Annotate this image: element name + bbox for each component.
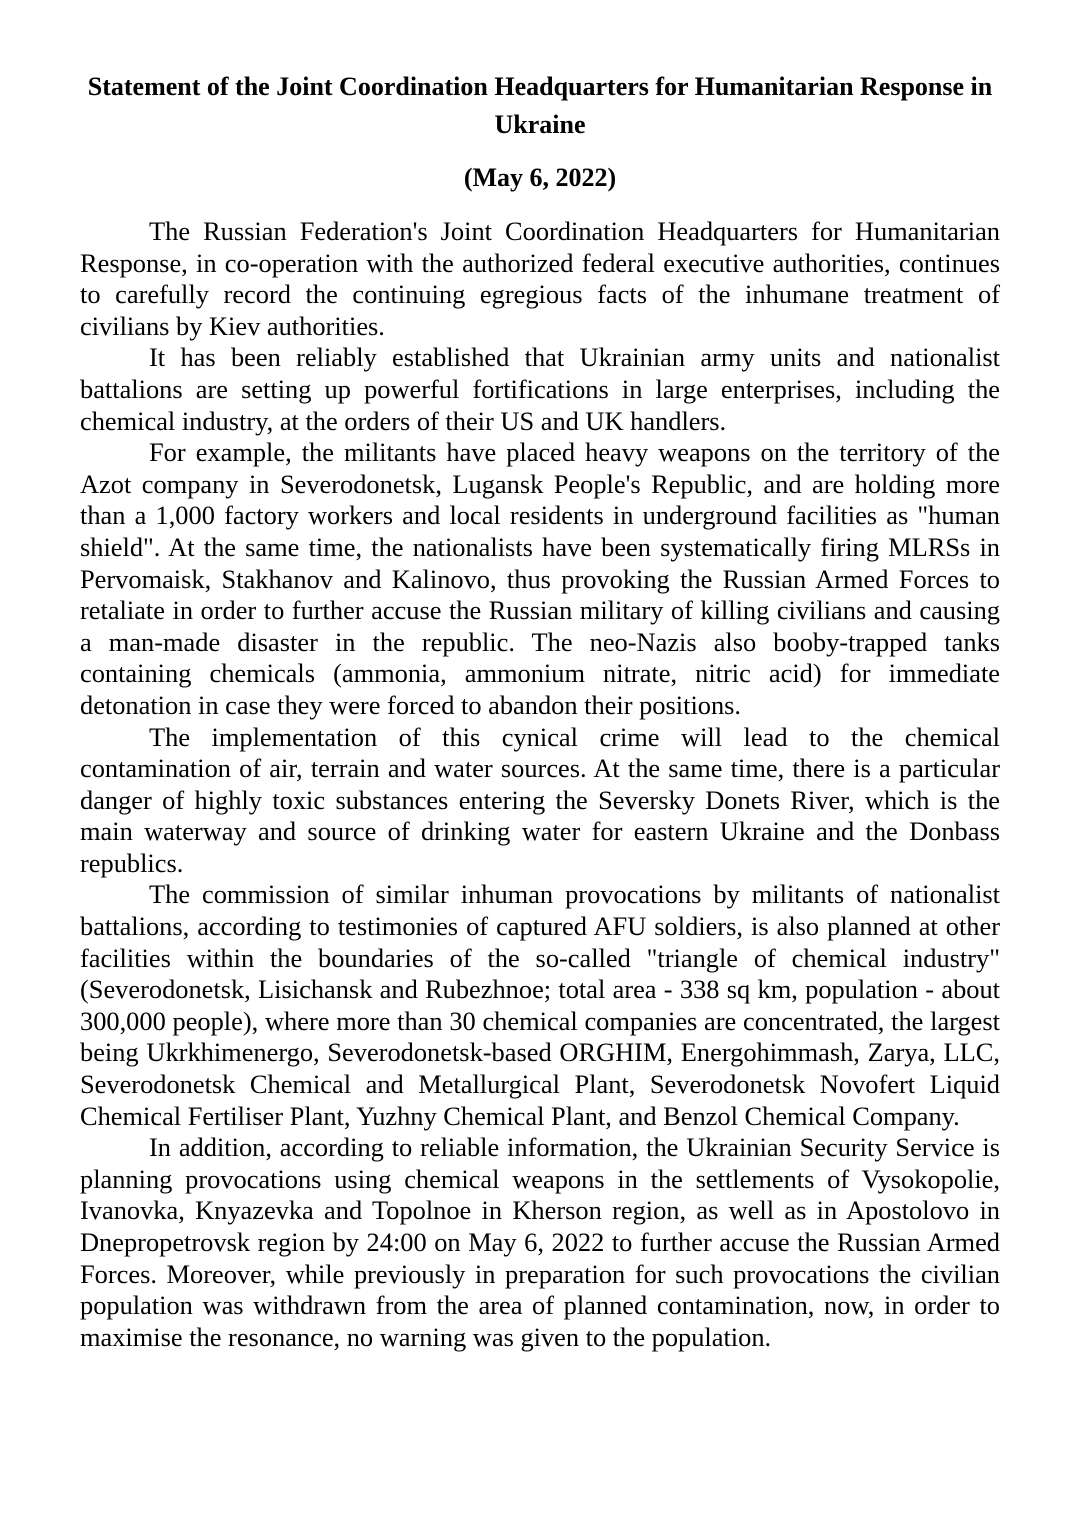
document-title: Statement of the Joint Coordination Headquarters for Humanitarian Response in Ukraine bbox=[87, 72, 993, 139]
paragraph: In addition, according to reliable information, the Ukrainian Security Service is planning provocations using chemical weapons in the settlements of Vysokopolie, Ivanovka, Knyazevka and Topolnoe in Kherson region, as well as in Apostolovo in Dnepropetrovsk region by 24:00 on May 6, 2022 to further accuse the Russian Armed Forces. Moreover, while previously in preparation for such provocations the civilian population was withdrawn from the area of planned contamination, now, in order to maximise the resonance, no warning was given to the population. bbox=[80, 1132, 1000, 1352]
paragraph: The implementation of this cynical crime will lead to the chemical contamination of air, terrain and water sources. At the same time, there is a particular danger of highly toxic substances entering the Seversky Donets River, which is the main waterway and source of drinking water for eastern Ukraine and the Donbass republics. bbox=[80, 721, 1000, 878]
document-date: (May 6, 2022) bbox=[463, 163, 617, 192]
paragraph: For example, the militants have placed heavy weapons on the territory of the Azot company in Severodonetsk, Lugansk People's Republic, and are holding more than a 1,000 factory workers and local residents in underground facilities as "human shield". At the same time, the nationalists have been systematically firing MLRSs in Pervomaisk, Stakhanov and Kalinovo, thus provoking the Russian Armed Forces to retaliate in order to further accuse the Russian military of killing civilians and causing a man-made disaster in the republic. The neo-Nazis also booby-trapped tanks containing chemicals (ammonia, ammonium nitrate, nitric acid) for immediate detonation in case they were forced to abandon their positions. bbox=[80, 437, 1000, 720]
paragraph: The commission of similar inhuman provocations by militants of nationalist battalions, according to testimonies of captured AFU soldiers, is also planned at other facilities within the boundaries of the so-called "triangle of chemical industry" (Severodonetsk, Lisichansk and Rubezhnoe; total area - 338 sq km, population - about 300,000 people), where more than 30 chemical companies are concentrated, the largest being Ukrkhimenergo, Severodonetsk-based ORGHIM, Energohimmash, Zarya, LLC, Severodonetsk Chemical and Metallurgical Plant, Severodonetsk Novofert Liquid Chemical Fertiliser Plant, Yuzhny Chemical Plant, and Benzol Chemical Company. bbox=[80, 879, 1000, 1131]
paragraph: It has been reliably established that Ukrainian army units and nationalist battalions are setting up powerful fortifications in large enterprises, including the chemical industry, at the orders of their US and UK handlers. bbox=[80, 342, 1000, 436]
document-body bbox=[80, 216, 1000, 1353]
paragraph: The Russian Federation's Joint Coordination Headquarters for Humanitarian Response, in co-operation with the authorized federal executive authorities, continues to carefully record the continuing egregious facts of the inhumane treatment of civilians by Kiev authorities. bbox=[80, 216, 1000, 341]
